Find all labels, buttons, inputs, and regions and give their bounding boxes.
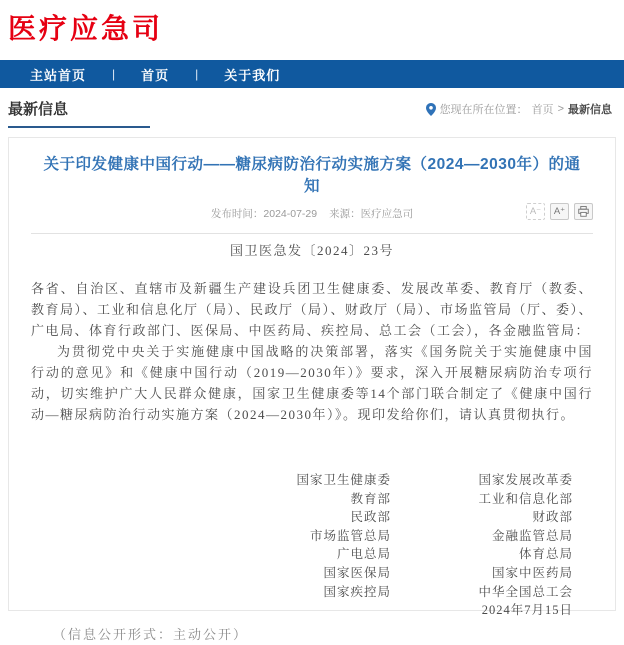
- site-header: [0, 0, 624, 60]
- article-tools: [526, 203, 593, 220]
- signature-item: 广电总局: [336, 547, 391, 562]
- publish-time-label: 发布时间：: [210, 207, 264, 220]
- signature-item: 国家医保局: [323, 565, 391, 580]
- breadcrumb-prefix: 您现在所在位置：: [439, 104, 528, 116]
- signature-item: 国家中医药局: [491, 565, 573, 580]
- signature-date: 2024年7月15日: [481, 603, 573, 618]
- nav-separator: |: [195, 67, 199, 81]
- document-body: [31, 234, 593, 645]
- paragraph-recipients: 各省、自治区、直辖市及新疆生产建设兵团卫生健康委、发展改革委、教育厅（教委、教育局）、工业和信息化厅（局）、民政厅（局）、财政厅（局）、市场监管局（厅、委）、广电局、体育行政部门、医保局、中医药局、疾控局、总工会（工会），各金融监管局：: [31, 280, 594, 338]
- signature-item: 金融监管总局: [491, 528, 573, 543]
- signature-item: 国家卫生健康委: [296, 472, 391, 487]
- breadcrumb-home[interactable]: 首页: [531, 104, 554, 116]
- document-number: 国卫医急发〔2024〕23号: [229, 242, 394, 258]
- signature-item: [31, 601, 391, 620]
- publish-time-value: 2024-07-29: [263, 207, 318, 220]
- signature-item: 体育总局: [518, 547, 573, 562]
- nav-item-main-home[interactable]: 主站首页: [30, 67, 87, 83]
- signature-item: 国家发展改革委: [478, 472, 573, 487]
- source-label: 来源：: [329, 207, 361, 220]
- paragraph-main: 为贯彻党中央关于实施健康中国战略的决策部署，落实《国务院关于实施健康中国行动的意见》和《健康中国行动（2019—2030年）》要求，深入开展糖尿病防治专项行动，切实维护广大人民群众健康，国家卫生健康委等14个部门联合制定了《健康中国行动—糖尿病防治行动实施方案（2024—2030年）》。现印发给你们，请认真贯彻执行。: [31, 343, 593, 422]
- site-logo: 医疗应急司: [8, 13, 164, 44]
- signature-item: 国家疾控局: [323, 584, 391, 599]
- nav-item-about[interactable]: 关于我们: [224, 67, 281, 83]
- signature-item: 工业和信息化部: [478, 491, 573, 506]
- section-row: [8, 95, 616, 128]
- print-icon: [578, 206, 589, 217]
- signature-block: [31, 471, 593, 620]
- font-increase-button[interactable]: A⁺: [550, 203, 569, 220]
- font-decrease-button[interactable]: A⁻: [526, 203, 545, 220]
- article-meta: [31, 206, 593, 228]
- source-value: 医疗应急司: [360, 207, 414, 220]
- signature-item: 教育部: [350, 491, 391, 506]
- print-button[interactable]: [574, 203, 593, 220]
- breadcrumb-current: 最新信息: [568, 104, 612, 116]
- section-title: 最新信息: [8, 95, 150, 128]
- article-box: [8, 137, 616, 642]
- signature-item: 财政部: [532, 510, 573, 525]
- signature-item: 中华全国总工会: [478, 584, 573, 599]
- article-title: 关于印发健康中国行动——糖尿病防治行动实施方案（2024—2030年）的通知: [43, 156, 581, 196]
- breadcrumb-separator: >: [557, 103, 564, 115]
- main-nav: [0, 60, 624, 88]
- signature-item: 市场监管总局: [309, 528, 391, 543]
- nav-separator: |: [112, 67, 116, 81]
- breadcrumb: [426, 95, 616, 117]
- disclosure-note: （信息公开形式：主动公开）: [53, 626, 249, 642]
- signature-item: 民政部: [350, 510, 391, 525]
- location-pin-icon: [426, 103, 436, 116]
- nav-item-home[interactable]: 首页: [141, 67, 170, 83]
